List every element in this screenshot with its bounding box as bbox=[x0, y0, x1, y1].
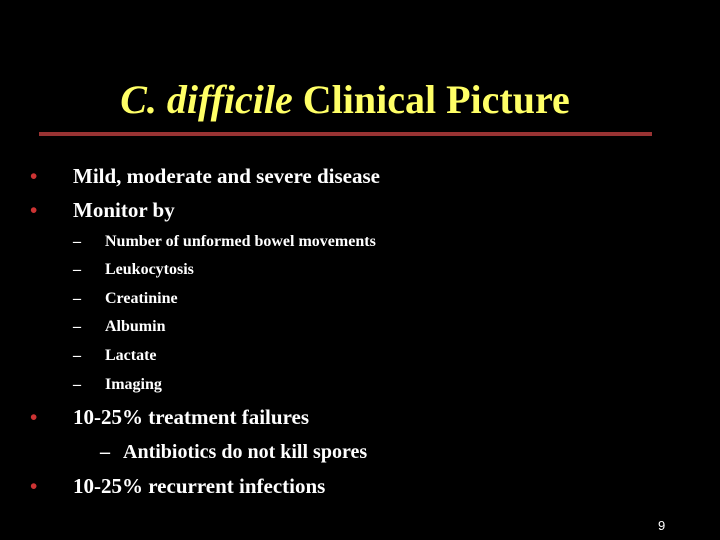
sub-item-text: Imaging bbox=[105, 376, 162, 393]
sub-marker: – bbox=[73, 233, 81, 250]
slide-title bbox=[0, 78, 690, 122]
sub-item-text: Antibiotics do not kill spores bbox=[123, 441, 368, 463]
bullet-text: Mild, moderate and severe disease bbox=[73, 164, 380, 188]
bullet-marker: • bbox=[30, 198, 38, 222]
bullet-text: 10-25% recurrent infections bbox=[73, 474, 326, 498]
sub-marker: – bbox=[73, 290, 81, 307]
sub-marker: – bbox=[100, 441, 110, 463]
sub-item-text: Albumin bbox=[105, 318, 166, 335]
sub-marker: – bbox=[73, 261, 81, 278]
sub-marker: – bbox=[73, 376, 81, 393]
sub-item-text: Creatinine bbox=[105, 290, 178, 307]
bullet-marker: • bbox=[30, 405, 38, 429]
sub-item-text: Number of unformed bowel movements bbox=[105, 233, 376, 250]
sub-marker: – bbox=[73, 318, 81, 335]
bullet-marker: • bbox=[30, 164, 38, 188]
title-rest-part: Clinical Picture bbox=[292, 77, 570, 122]
title-underline-rule bbox=[39, 132, 652, 136]
page-number: 9 bbox=[658, 518, 666, 533]
bullet-text: Monitor by bbox=[73, 198, 175, 222]
sub-item-text: Lactate bbox=[105, 347, 157, 364]
bullet-marker: • bbox=[30, 474, 38, 498]
sub-marker: – bbox=[73, 347, 81, 364]
title-italic-part: C. difficile bbox=[120, 77, 293, 122]
bullet-text: 10-25% treatment failures bbox=[73, 405, 310, 429]
sub-item-text: Leukocytosis bbox=[105, 261, 194, 278]
